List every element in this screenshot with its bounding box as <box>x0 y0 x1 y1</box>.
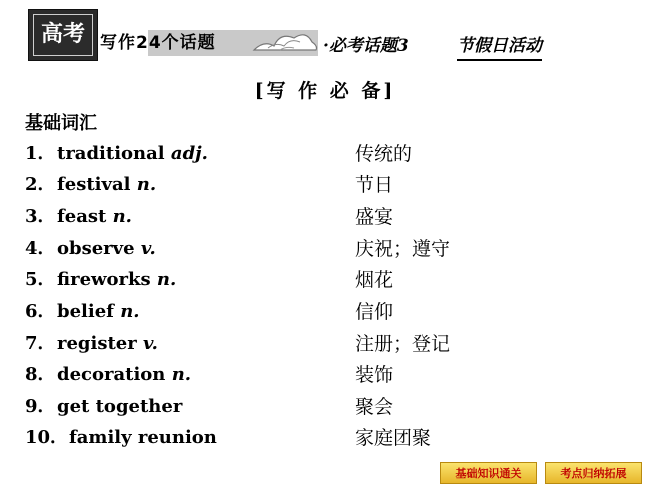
gaokao-logo <box>28 9 98 61</box>
chinese-meaning: 传统的 <box>355 143 413 165</box>
part-of-speech: n. <box>136 174 157 195</box>
series-label: 写作24个话题 <box>100 33 216 53</box>
english-word: fireworks n. <box>57 269 177 290</box>
item-number: 3． <box>25 206 56 227</box>
part-of-speech: n. <box>112 206 132 227</box>
logo-frame <box>33 14 93 56</box>
vocab-item <box>0 236 650 264</box>
english-word: register v. <box>57 333 158 354</box>
english-word: observe v. <box>57 238 156 259</box>
vocab-item <box>0 299 650 327</box>
item-number: 7． <box>25 333 56 354</box>
section-heading: [写 作 必 备] <box>254 80 396 102</box>
part-of-speech: n. <box>120 301 140 322</box>
chinese-meaning: 装饰 <box>355 364 394 386</box>
chinese-meaning: 庆祝；遵守 <box>355 238 451 260</box>
item-number: 4． <box>25 238 56 259</box>
part-of-speech: n. <box>171 364 192 385</box>
english-word: belief n. <box>57 301 140 322</box>
english-word: decoration n. <box>57 364 192 385</box>
english-word: festival n. <box>57 174 157 195</box>
chinese-meaning: 聚会 <box>355 396 394 418</box>
vocab-heading: 基础词汇 <box>25 113 97 134</box>
item-number: 10． <box>25 427 69 448</box>
part-of-speech: v. <box>143 333 158 354</box>
english-word: feast n. <box>57 206 132 227</box>
item-number: 9． <box>25 396 56 417</box>
vocab-item <box>0 331 650 359</box>
chinese-meaning: 信仰 <box>355 301 394 323</box>
item-number: 5． <box>25 269 56 290</box>
vocab-item <box>0 394 650 422</box>
topic-title: 节假日活动 <box>457 34 542 61</box>
chinese-meaning: 家庭团聚 <box>355 427 432 449</box>
cloud-ornament-icon <box>250 26 320 58</box>
item-number: 6． <box>25 301 56 322</box>
topic-number: ·必考话题3 <box>323 36 409 56</box>
vocab-item <box>0 267 650 295</box>
part-of-speech: n. <box>156 269 177 290</box>
key-points-button[interactable]: 考点归纳拓展 <box>545 462 642 484</box>
item-number: 8． <box>25 364 56 385</box>
english-word: traditional adj. <box>57 143 208 164</box>
chinese-meaning: 节日 <box>355 174 394 196</box>
vocab-item <box>0 362 650 390</box>
item-number: 2． <box>25 174 56 195</box>
part-of-speech: adj. <box>170 143 208 164</box>
chinese-meaning: 盛宴 <box>355 206 394 228</box>
vocab-item <box>0 172 650 200</box>
chinese-meaning: 烟花 <box>355 269 394 291</box>
part-of-speech: v. <box>140 238 156 259</box>
logo-text: 高考 <box>40 22 85 47</box>
basic-knowledge-button[interactable]: 基础知识通关 <box>440 462 537 484</box>
english-word: get together <box>57 396 183 417</box>
vocab-item <box>0 204 650 232</box>
vocab-item <box>0 425 650 453</box>
vocab-item <box>0 141 650 169</box>
chinese-meaning: 注册；登记 <box>355 333 451 355</box>
item-number: 1． <box>25 143 56 164</box>
english-word: family reunion <box>69 427 217 448</box>
